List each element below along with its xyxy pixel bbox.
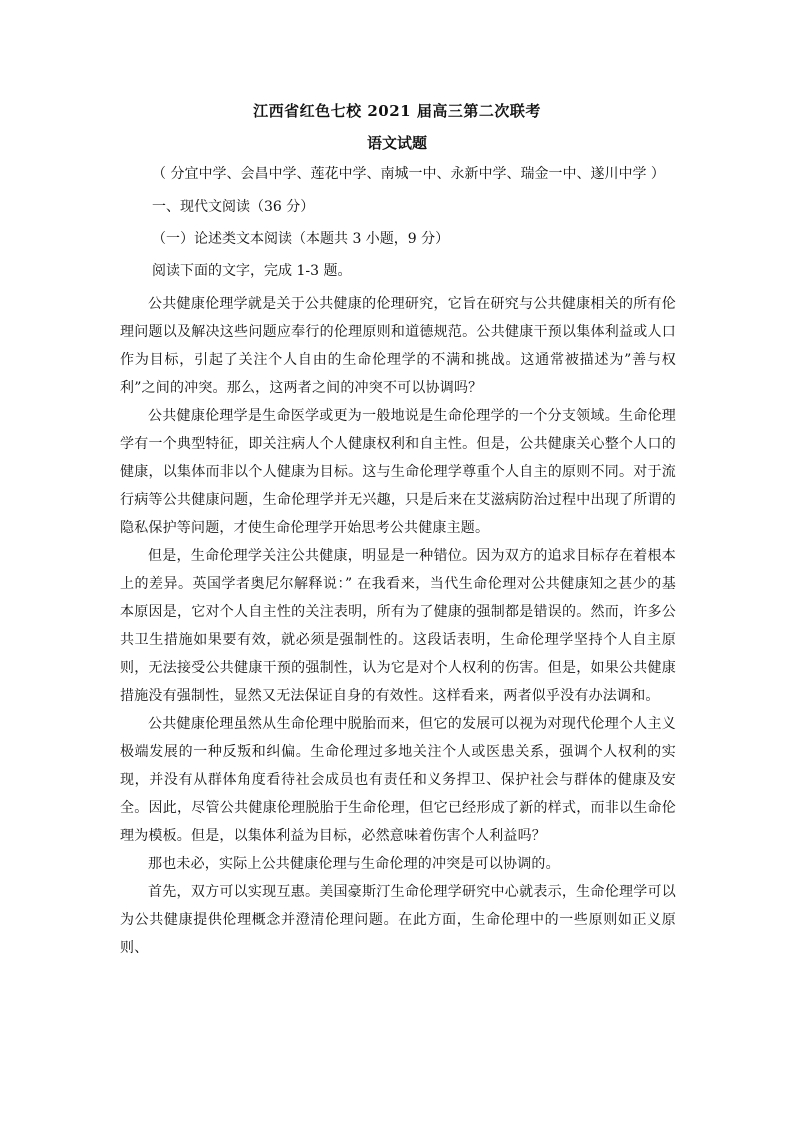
paragraph-2: 公共健康伦理学是生命医学或更为一般地说是生命伦理学的一个分支领域。生命伦理学有一个典型特征，即关注病人个人健康权利和自主性。但是，公共健康关心整个人口的健康，以集体而非以个人健康为目标。这与生命伦理学尊重个人自主的原则不同。对于流行病等公共健康问题，生命伦理学并无兴趣，只是后来在艾滋病防治过程中出现了所谓的隐私保护等问题，才使生命伦理学开始思考公共健康主题。 bbox=[120, 408, 676, 536]
exam-subject: 语文试题 bbox=[366, 134, 427, 152]
reading-instruction: 阅读下面的文字，完成 1-3 题。 bbox=[152, 263, 352, 279]
paragraph-6: 首先，双方可以实现互惠。美国豪斯汀生命伦理学研究中心就表示，生命伦理学可以为公共健康提供伦理概念并澄清伦理问题。在此方面，生命伦理中的一些原则如正义原则、 bbox=[120, 884, 676, 956]
subsection-heading: （一）论述类文本阅读（本题共 3 小题，9 分） bbox=[152, 231, 450, 247]
paragraph-1: 公共健康伦理学就是关于公共健康的伦理研究，它旨在研究与公共健康相关的所有伦理问题以及解决这些问题应奉行的伦理原则和道德规范。公共健康干预以集体利益或人口作为目标，引起了关注个人自由的生命伦理学的不满和挑战。这通常被描述为”善与权利”之间的冲突。那么，这两者之间的冲突不可以协调吗？ bbox=[120, 296, 676, 396]
paragraph-4: 公共健康伦理虽然从生命伦理中脱胎而来，但它的发展可以视为对现代伦理个人主义极端发展的一种反叛和纠偏。生命伦理过多地关注个人或医患关系，强调个人权利的实现，并没有从群体角度看待社会成员也有责任和义务捍卫、保护社会与群体的健康及安全。因此，尽管公共健康伦理脱胎于生命伦理，但它已经形成了新的样式，而非以生命伦理为模板。但是，以集体利益为目标，必然意味着伤害个人利益吗？ bbox=[120, 716, 676, 844]
paragraph-3: 但是，生命伦理学关注公共健康，明显是一种错位。因为双方的追求目标存在着根本上的差异。英国学者奥尼尔解释说：” 在我看来，当代生命伦理对公共健康知之甚少的基本原因是，它对个人自主性的关注表明，所有为了健康的强制都是错误的。然而，许多公共卫生措施如果要有效，就必须是强制性的。这段话表明，生命伦理学坚持个人自主原则，无法接受公共健康干预的强制性，认为它是对个人权利的伤害。但是，如果公共健康措施没有强制性，显然又无法保证自身的有效性。这样看来，两者似乎没有办法调和。 bbox=[120, 548, 676, 704]
participating-schools: （ 分宜中学、会昌中学、莲花中学、南城一中、永新中学、瑞金一中、遂川中学 ） bbox=[152, 166, 665, 182]
paragraph-5: 那也未必，实际上公共健康伦理与生命伦理的冲突是可以协调的。 bbox=[148, 856, 560, 872]
section-heading: 一、现代文阅读（36 分） bbox=[152, 199, 315, 215]
exam-title: 江西省红色七校 2021 届高三第二次联考 bbox=[253, 102, 541, 120]
passage-body bbox=[120, 290, 676, 962]
